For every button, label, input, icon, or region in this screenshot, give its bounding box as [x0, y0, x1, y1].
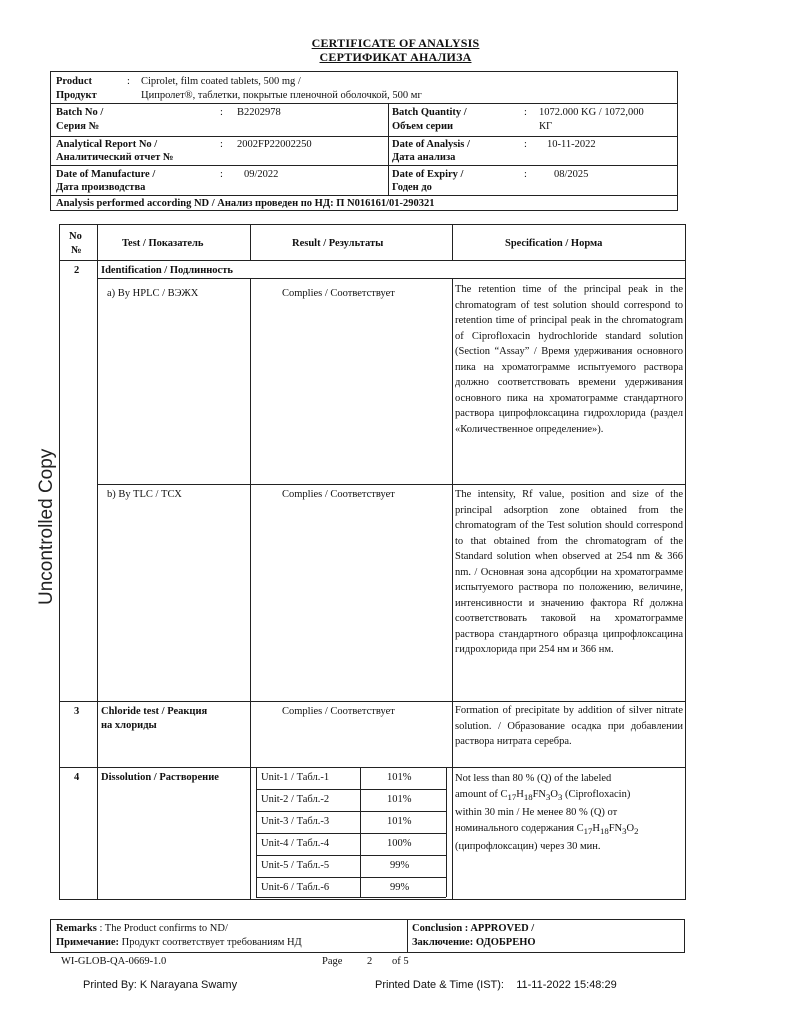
unit-value: 101%	[387, 816, 412, 827]
unit-label: Unit-4 / Табл.-4	[261, 838, 330, 849]
product-label-ru: Продукт	[56, 90, 97, 101]
formula-text: FN	[532, 789, 547, 800]
formula-sub: 17	[583, 826, 593, 837]
qty-label-en: Batch Quantity /	[392, 107, 467, 118]
row-3-test-2: на хлориды	[101, 720, 157, 731]
unit-value: 100%	[387, 838, 412, 849]
col-header-test: Test / Показатель	[122, 238, 204, 249]
row-4-test: Dissolution / Растворение	[101, 772, 219, 783]
certificate-title-ru: СЕРТИФИКАТ АНАЛИЗА	[319, 50, 472, 64]
qty-label-ru: Объем серии	[392, 121, 454, 132]
page-total: of 5	[392, 956, 409, 967]
row-2-no: 2	[74, 265, 80, 276]
expiry-value: 08/2025	[554, 169, 589, 180]
remarks-block	[50, 919, 685, 953]
unit-value: 99%	[390, 882, 410, 893]
document-code: WI-GLOB-QA-0669-1.0	[61, 956, 167, 967]
col-header-no: No	[69, 231, 82, 242]
formula-sub: 18	[599, 826, 609, 837]
row-2a-spec: The retention time of the principal peak in the chromatogram of test solution should correspond to retention time of principal peak in the chromatogram of Ciprofloxacin hydrochloride standard solution (Section “Assay” / Время удерживания основного пика на хроматограмме испытуемого раствора должно соответствовать времени удерживания основного пика на хроматограмме стандартного раствора ципрофлоксацина гидрохлорида (раздел «Количественное определение»).	[455, 284, 683, 435]
mfg-label-en: Date of Manufacture /	[56, 169, 156, 180]
formula-sub: 3	[558, 792, 563, 803]
formula-text: amount of C	[455, 789, 508, 800]
batch-value: B2202978	[237, 107, 281, 118]
printed-by: Printed By: K Narayana Swamy	[83, 979, 238, 991]
analysis-date-value: 10-11-2022	[547, 139, 596, 150]
report-label-ru: Аналитический отчет №	[56, 152, 174, 163]
expiry-label-ru: Годен до	[392, 182, 432, 193]
formula-text: FN	[608, 823, 623, 835]
formula-text: (Ciprofloxacin)	[562, 789, 631, 800]
page-number: 2	[367, 956, 373, 967]
analysis-date-label-ru: Дата анализа	[392, 152, 456, 163]
batch-colon: :	[220, 107, 223, 118]
unit-label: Unit-2 / Табл.-2	[261, 794, 330, 805]
unit-value: 101%	[387, 794, 412, 805]
analysis-date-colon: :	[524, 139, 527, 150]
row-4-spec	[455, 771, 638, 855]
remarks-ru-label: Примечание:	[56, 937, 120, 948]
unit-value: 101%	[387, 772, 412, 783]
report-value: 2002FP22002250	[237, 139, 312, 150]
formula-text: O	[550, 789, 558, 800]
unit-label: Unit-1 / Табл.-1	[261, 772, 330, 783]
row-2b-test: b) By TLC / ТСХ	[107, 489, 182, 500]
conclusion-ru: Заключение: ОДОБРЕНО	[412, 937, 536, 948]
unit-label: Unit-3 / Табл.-3	[261, 816, 330, 827]
product-value-ru: Ципролет®, таблетки, покрытые пленочной оболочкой, 500 мг	[141, 90, 422, 101]
analysis-date-label-en: Date of Analysis /	[392, 139, 470, 150]
row-3-result: Complies / Соответствует	[282, 706, 395, 717]
row-2b-spec: The intensity, Rf value, position and size of the principal adsorption zone obtained from the chromatogram of the Test solution should correspond to that obtained from the chromatogram of the Standard solution when observed at 254 nm & 366 nm. / Основная зона адсорбции на хроматограмме испытуемого раствора по положению, величине, интенсивности и значению фактора Rf должна соответствовать таковой на хроматограмме раствора стандартного образца ципрофлоксацина гидрохлорида при 254 нм и 366 нм.	[455, 489, 683, 655]
batch-label-en: Batch No /	[56, 107, 104, 118]
row-4-spec-line-4	[455, 821, 638, 839]
remarks-en	[56, 922, 228, 935]
product-label-en: Product	[56, 76, 92, 87]
formula-sub: 2	[634, 826, 639, 837]
row-2a-result: Complies / Соответствует	[282, 288, 395, 299]
uncontrolled-copy-watermark: Uncontrolled Copy	[36, 448, 57, 605]
remarks-ru-text: Продукт соответствует требованиям НД	[119, 937, 302, 948]
unit-label: Unit-6 / Табл.-6	[261, 882, 330, 893]
formula-text: номинального содержания C	[455, 823, 584, 835]
formula-sub: 18	[523, 792, 533, 803]
qty-colon: :	[524, 107, 527, 118]
row-4-no: 4	[74, 772, 80, 783]
mfg-colon: :	[220, 169, 223, 180]
printed-date-time: Printed Date & Time (IST): 11-11-2022 15:48:29	[375, 979, 617, 991]
qty-value-2: КГ	[539, 121, 553, 132]
expiry-colon: :	[524, 169, 527, 180]
col-header-spec: Specification / Норма	[505, 238, 603, 249]
product-colon: :	[127, 76, 130, 87]
expiry-label-en: Date of Expiry /	[392, 169, 464, 180]
conclusion-en: Conclusion : APPROVED /	[412, 923, 535, 934]
formula-sub: 17	[507, 792, 517, 803]
row-2a-test: a) By HPLC / ВЭЖХ	[107, 288, 199, 299]
formula-sub: 3	[622, 826, 627, 837]
col-header-result: Result / Результаты	[292, 238, 384, 249]
unit-value: 99%	[390, 860, 410, 871]
remarks-ru	[56, 936, 302, 949]
mfg-label-ru: Дата производства	[56, 182, 146, 193]
row-4-spec-line-1: Not less than 80 % (Q) of the labeled	[455, 773, 612, 784]
analysis-nd: Analysis performed according ND / Анализ проведен по НД: П N016161/01-290321	[56, 198, 435, 209]
row-4-spec-line-3: within 30 min / Не менее 80 % (Q) от	[455, 807, 618, 819]
formula-sub: 3	[546, 792, 551, 803]
row-3-test-1: Chloride test / Реакция	[101, 706, 208, 717]
mfg-value: 09/2022	[244, 169, 279, 180]
formula-text: H	[516, 789, 524, 800]
row-2b-result: Complies / Соответствует	[282, 489, 395, 500]
formula-text: O	[626, 823, 635, 835]
report-label-en: Analytical Report No /	[56, 139, 158, 150]
row-4-spec-line-5: (ципрофлоксацин) через 30 мин.	[455, 841, 601, 853]
unit-label: Unit-5 / Табл.-5	[261, 860, 330, 871]
formula-text: H	[592, 823, 600, 835]
row-3-no: 3	[74, 706, 80, 717]
remarks-en-text: : The Product confirms to ND/	[96, 923, 228, 934]
product-value-en: Ciprolet, film coated tablets, 500 mg /	[141, 76, 301, 87]
certificate-title-en: CERTIFICATE OF ANALYSIS	[311, 36, 480, 50]
batch-label-ru: Серия №	[56, 121, 100, 132]
header-block	[50, 71, 678, 211]
page-label: Page	[322, 956, 343, 967]
qty-value-1: 1072.000 KG / 1072,000	[539, 107, 644, 118]
test-table	[59, 224, 686, 900]
report-colon: :	[220, 139, 223, 150]
row-3-spec: Formation of precipitate by addition of silver nitrate solution. / Образование осадка при добавлении раствора нитрата серебра.	[455, 705, 683, 747]
row-4-spec-line-2	[455, 787, 638, 805]
row-2-test: Identification / Подлинность	[101, 265, 233, 276]
remarks-en-label: Remarks	[56, 923, 97, 934]
col-header-no-ru: №	[71, 245, 82, 256]
